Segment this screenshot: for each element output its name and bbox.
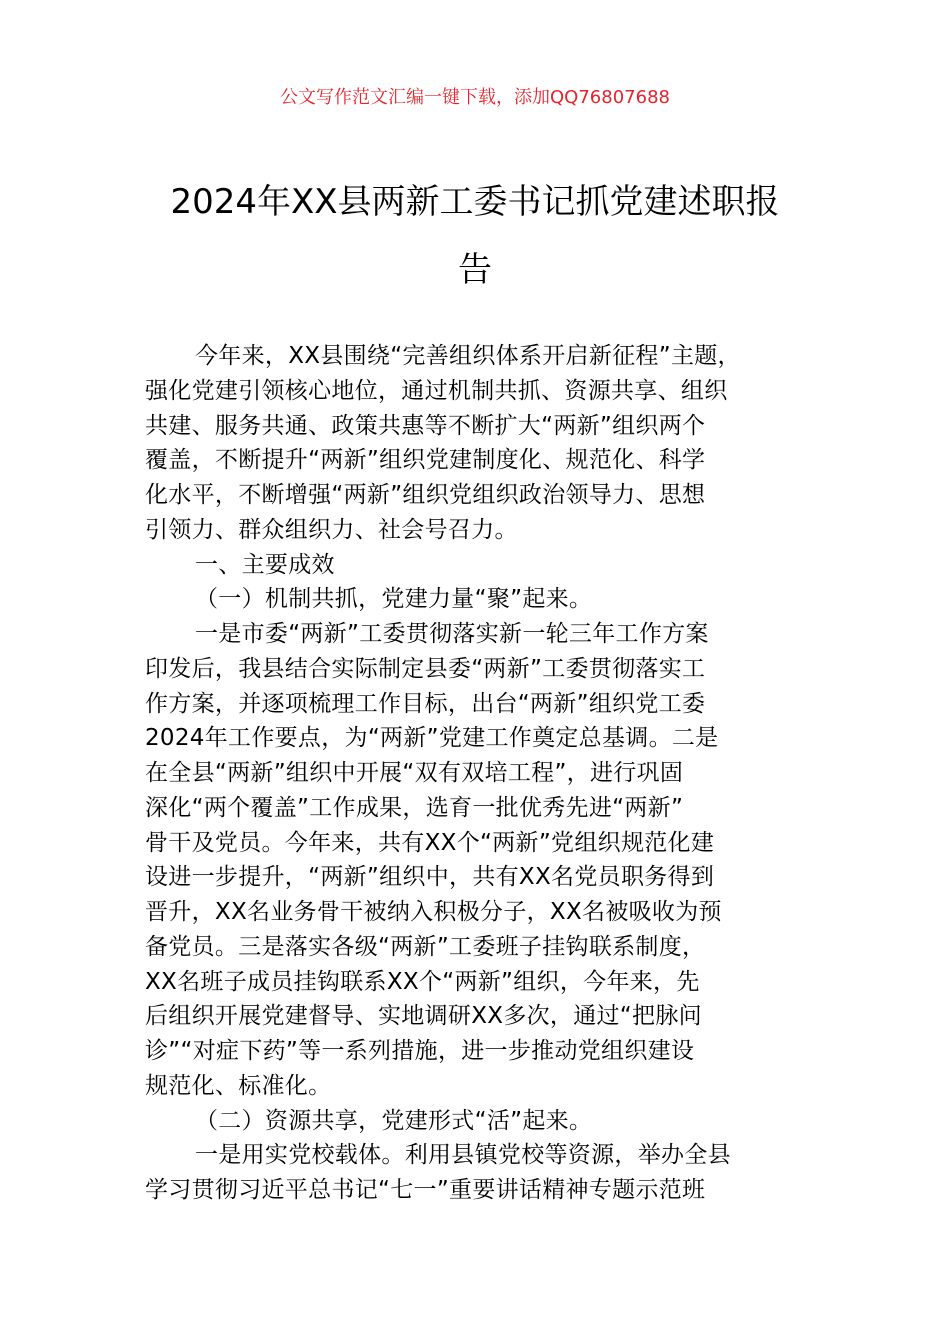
body-text-line: 今年来，XX县围绕“完善组织体系开启新征程”主题， (195, 343, 741, 369)
body-text-line: 骨干及党员。今年来，共有XX个“两新”党组织规范化建 (145, 829, 715, 856)
body-text-line: 印发后，我县结合实际制定县委“两新”工委贯彻落实工 (145, 655, 706, 682)
body-text-line: 覆盖，不断提升“两新”组织党建制度化、规范化、科学 (145, 447, 706, 474)
body-text-line: 在全县“两新”组织中开展“双有双培工程”，进行巩固 (145, 760, 684, 786)
download-watermark: 公文写作范文汇编一键下载，添加QQ76807688 (280, 87, 670, 108)
body-text-line: 设进一步提升，“两新”组织中，共有XX名党员职务得到 (145, 864, 715, 891)
body-text-line: 后组织开展党建督导、实地调研XX多次，通过“把脉问 (145, 1003, 702, 1030)
body-text-line: 规范化、标准化。 (145, 1072, 332, 1099)
body-text-line: 引领力、群众组织力、社会号召力。 (145, 516, 518, 543)
document-body (145, 339, 835, 1208)
body-text-line: 2024年工作要点，为“两新”党建工作奠定总基调。二是 (145, 725, 719, 752)
body-text-line: 诊”“对症下药”等一系列措施，进一步推动党组织建设 (145, 1038, 695, 1064)
body-text-line: 学习贯彻习近平总书记“七一”重要讲话精神专题示范班 (145, 1177, 706, 1203)
document-title-continued: 告 (458, 250, 492, 290)
body-text-line: 作方案，并逐项梳理工作目标，出台“两新”组织党工委 (145, 690, 706, 717)
body-text-line: 备党员。三是落实各级“两新”工委班子挂钩联系制度， (145, 933, 706, 960)
body-text-line: 深化“两个覆盖”工作成果，选育一批优秀先进“两新” (145, 794, 684, 821)
body-text-line: （一）机制共抓，党建力量“聚”起来。 (195, 586, 593, 613)
body-text-line: XX名班子成员挂钩联系XX个“两新”组织，今年来，先 (145, 968, 700, 995)
body-text-line: 一、主要成效 (195, 551, 335, 578)
body-text-line: 化水平，不断增强“两新”组织党组织政治领导力、思想 (145, 482, 706, 508)
document-title: 2024年XX县两新工委书记抓党建述职报 (170, 182, 780, 222)
body-text-line: （二）资源共享，党建形式“活”起来。 (195, 1107, 593, 1134)
body-text-line: 晋升，XX名业务骨干被纳入积极分子，XX名被吸收为预 (145, 899, 722, 925)
body-text-line: 一是市委“两新”工委贯彻落实新一轮三年工作方案 (195, 621, 709, 647)
body-text-line: 强化党建引领核心地位，通过机制共抓、资源共享、组织 (145, 377, 728, 404)
body-text-line: 共建、服务共通、政策共惠等不断扩大“两新”组织两个 (145, 412, 706, 439)
body-text-line: 一是用实党校载体。利用县镇党校等资源，举办全县 (195, 1142, 731, 1169)
